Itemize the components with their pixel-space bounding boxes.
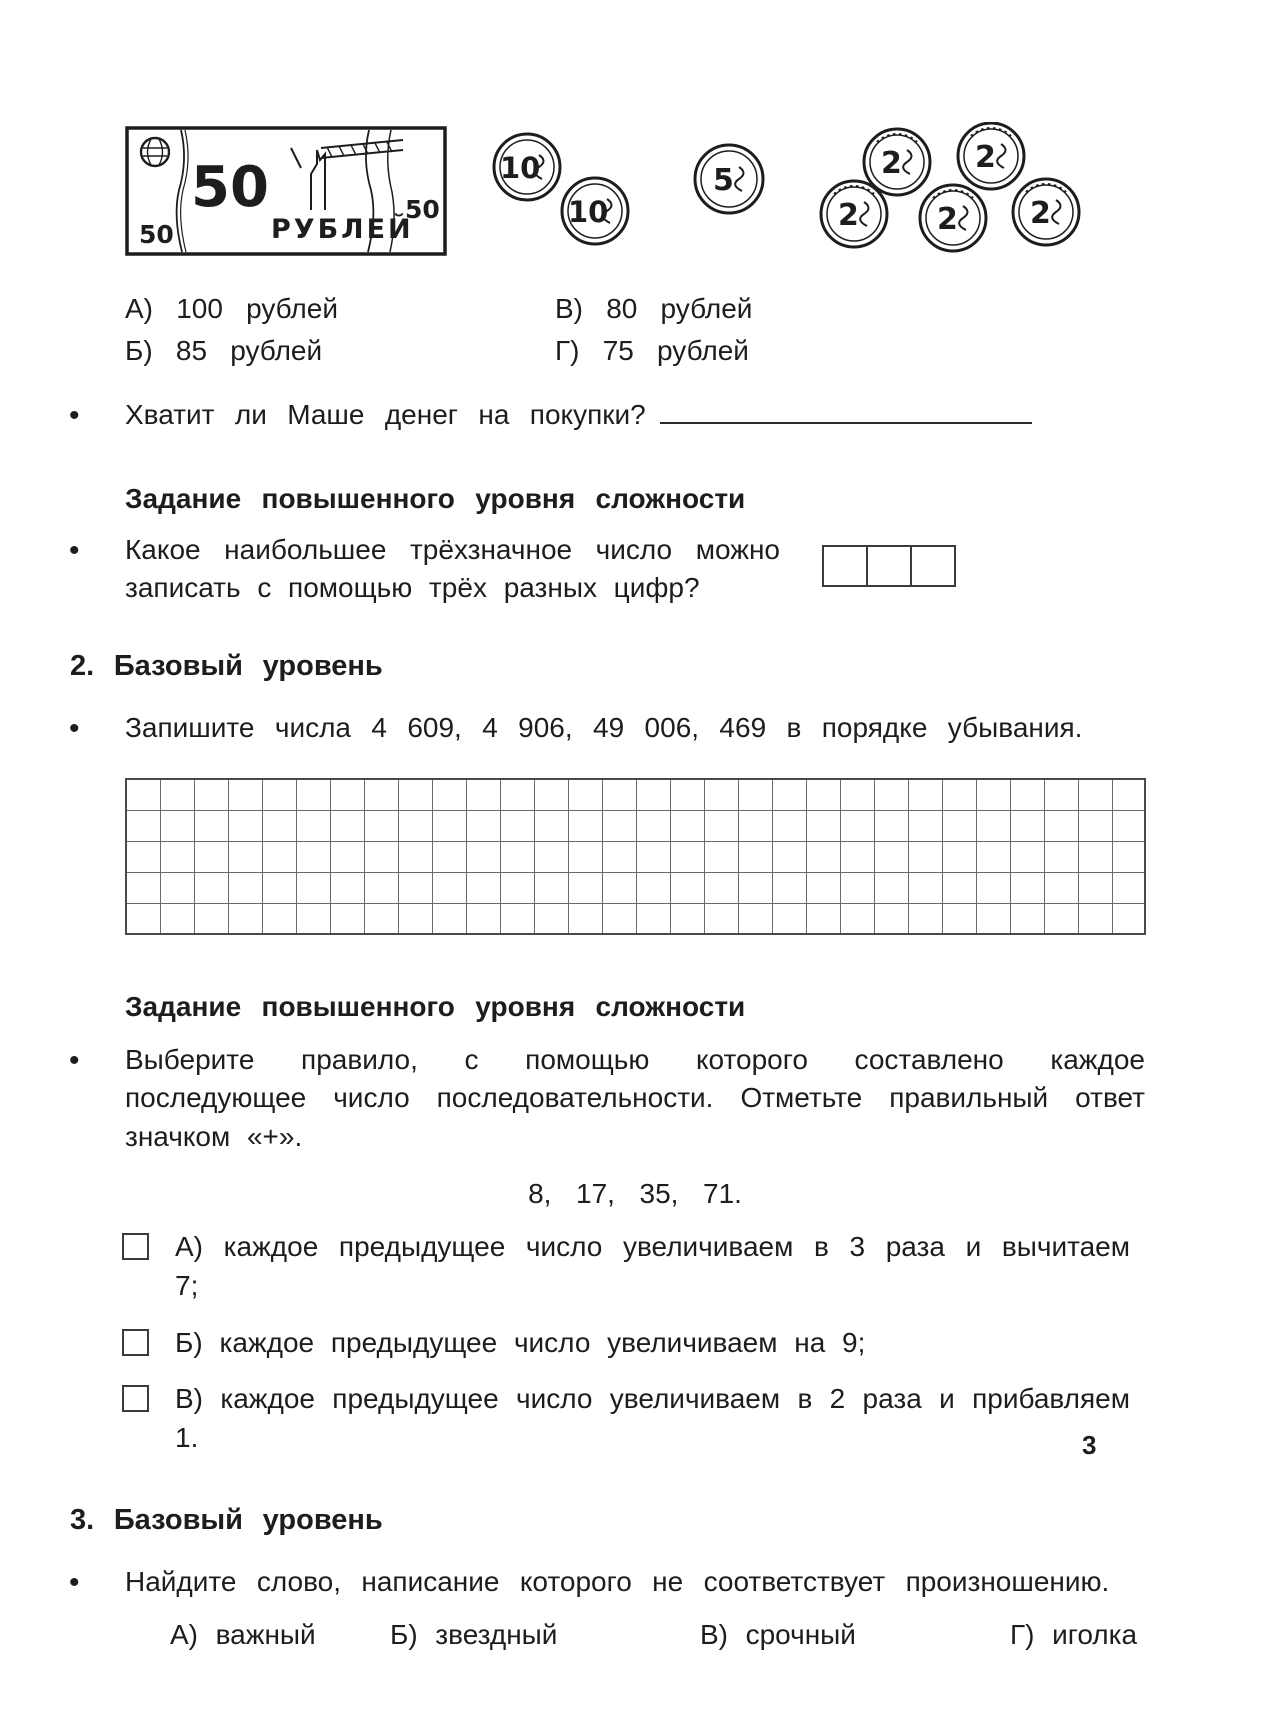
advanced2-heading: Задание повышенного уровня сложности (125, 990, 746, 1022)
advanced2-intro-row (125, 1041, 1145, 1157)
advanced2-option-b (175, 1324, 1130, 1363)
digit-box-1[interactable] (822, 545, 868, 587)
advanced2-option-v-row (122, 1380, 1152, 1457)
section2-task-row (125, 709, 1145, 748)
checkbox-option-v[interactable] (122, 1385, 149, 1412)
option-text: 75 рублей (602, 335, 749, 366)
option-text: иголка (1052, 1619, 1138, 1651)
svg-text:2: 2 (881, 146, 902, 181)
section3-option-v (700, 1619, 1010, 1651)
option-text: 85 рублей (175, 335, 323, 366)
option-label: Б) (390, 1619, 418, 1651)
advanced1-text-row (125, 531, 780, 608)
coin-2 (920, 185, 986, 251)
advanced2-intro: Выберите правило, с помощью которого составлено каждое последующее число последовательности. Отметьте правильный ответ значком «+». (125, 1043, 1145, 1152)
svg-text:5: 5 (713, 163, 734, 198)
task1-question: Хватит ли Маше денег на покупки? (125, 399, 646, 430)
svg-text:2: 2 (838, 198, 859, 233)
money-art (125, 122, 1085, 262)
advanced1-heading: Задание повышенного уровня сложности (125, 482, 746, 514)
task1-option-v (555, 288, 1269, 330)
advanced1-text: Какое наибольшее трёхзначное число можно записать с помощью трёх разных цифр? (125, 533, 780, 604)
option-text: каждое предыдущее число увеличиваем на 9; (219, 1326, 866, 1358)
section2-task: Запишите числа 4 609, 4 906, 49 006, 469 в порядке убывания. (125, 711, 1083, 743)
advanced2-option-v (175, 1380, 1130, 1457)
section2-title: 2. Базовый уровень (70, 649, 383, 682)
squared-answer-grid[interactable] (125, 778, 1146, 935)
banknote-value: 50 (191, 155, 269, 220)
svg-text:2: 2 (975, 140, 996, 175)
option-label: В) (700, 1619, 728, 1651)
section3-option-b (390, 1619, 700, 1651)
answer-blank-line[interactable] (660, 398, 1032, 424)
digit-box-3[interactable] (910, 545, 956, 587)
coin-5 (695, 145, 763, 213)
option-text: 100 рублей (176, 293, 338, 324)
option-label: Г) (1010, 1619, 1035, 1651)
task1-option-g (555, 330, 1269, 372)
number-sequence: 8, 17, 35, 71. (528, 1178, 742, 1210)
section3-option-g (1010, 1619, 1137, 1651)
option-text: каждое предыдущее число увеличиваем в 2 раза и прибавляем 1. (175, 1383, 1130, 1453)
section3-task-row (125, 1563, 1145, 1602)
option-label: А) (175, 1231, 203, 1263)
checkbox-option-b[interactable] (122, 1329, 149, 1356)
svg-text:2: 2 (1030, 196, 1051, 231)
option-text: важный (215, 1619, 316, 1651)
section3-title: 3. Базовый уровень (70, 1503, 383, 1536)
task1-option-a (125, 288, 555, 330)
three-digit-answer-boxes (822, 545, 956, 587)
option-label: А) (125, 293, 153, 324)
task1-option-b (125, 330, 555, 372)
option-text: срочный (745, 1619, 856, 1651)
section3-options (170, 1619, 1269, 1651)
option-text: каждое предыдущее число увеличиваем в 3 раза и вычитаем 7; (175, 1231, 1130, 1301)
banknote-corner-right: 50 (405, 195, 440, 224)
option-label: В) (555, 293, 583, 324)
option-label: А) (170, 1619, 198, 1651)
section3-option-a (170, 1619, 390, 1651)
option-text: 80 рублей (606, 293, 753, 324)
coin-2 (821, 181, 887, 247)
option-label: Б) (125, 335, 153, 366)
coin-2 (958, 123, 1024, 189)
advanced2-option-a (175, 1228, 1130, 1305)
coin-2 (864, 129, 930, 195)
task1-question-row (125, 396, 1145, 435)
option-label: Г) (555, 335, 580, 366)
task1-options (125, 288, 1269, 372)
section3-task: Найдите слово, написание которого не соответствует произношению. (125, 1565, 1110, 1597)
digit-box-2[interactable] (866, 545, 912, 587)
coin-2 (1013, 179, 1079, 245)
page-number: 3 (1082, 1430, 1097, 1460)
advanced2-option-a-row (122, 1228, 1152, 1305)
option-label: В) (175, 1383, 203, 1415)
svg-text:10: 10 (568, 195, 609, 229)
option-text: звездный (435, 1619, 558, 1651)
banknote-currency: РУБЛЕЙ (271, 214, 414, 245)
advanced2-option-b-row (122, 1324, 1152, 1363)
advanced1-task (125, 531, 1145, 608)
svg-text:2: 2 (937, 202, 958, 237)
money-illustration (125, 122, 1145, 262)
coin-10 (562, 178, 628, 244)
checkbox-option-a[interactable] (122, 1233, 149, 1260)
svg-text:10: 10 (500, 151, 541, 185)
banknote-corner-left: 50 (139, 220, 174, 249)
option-label: Б) (175, 1326, 203, 1358)
coin-10 (494, 134, 560, 200)
